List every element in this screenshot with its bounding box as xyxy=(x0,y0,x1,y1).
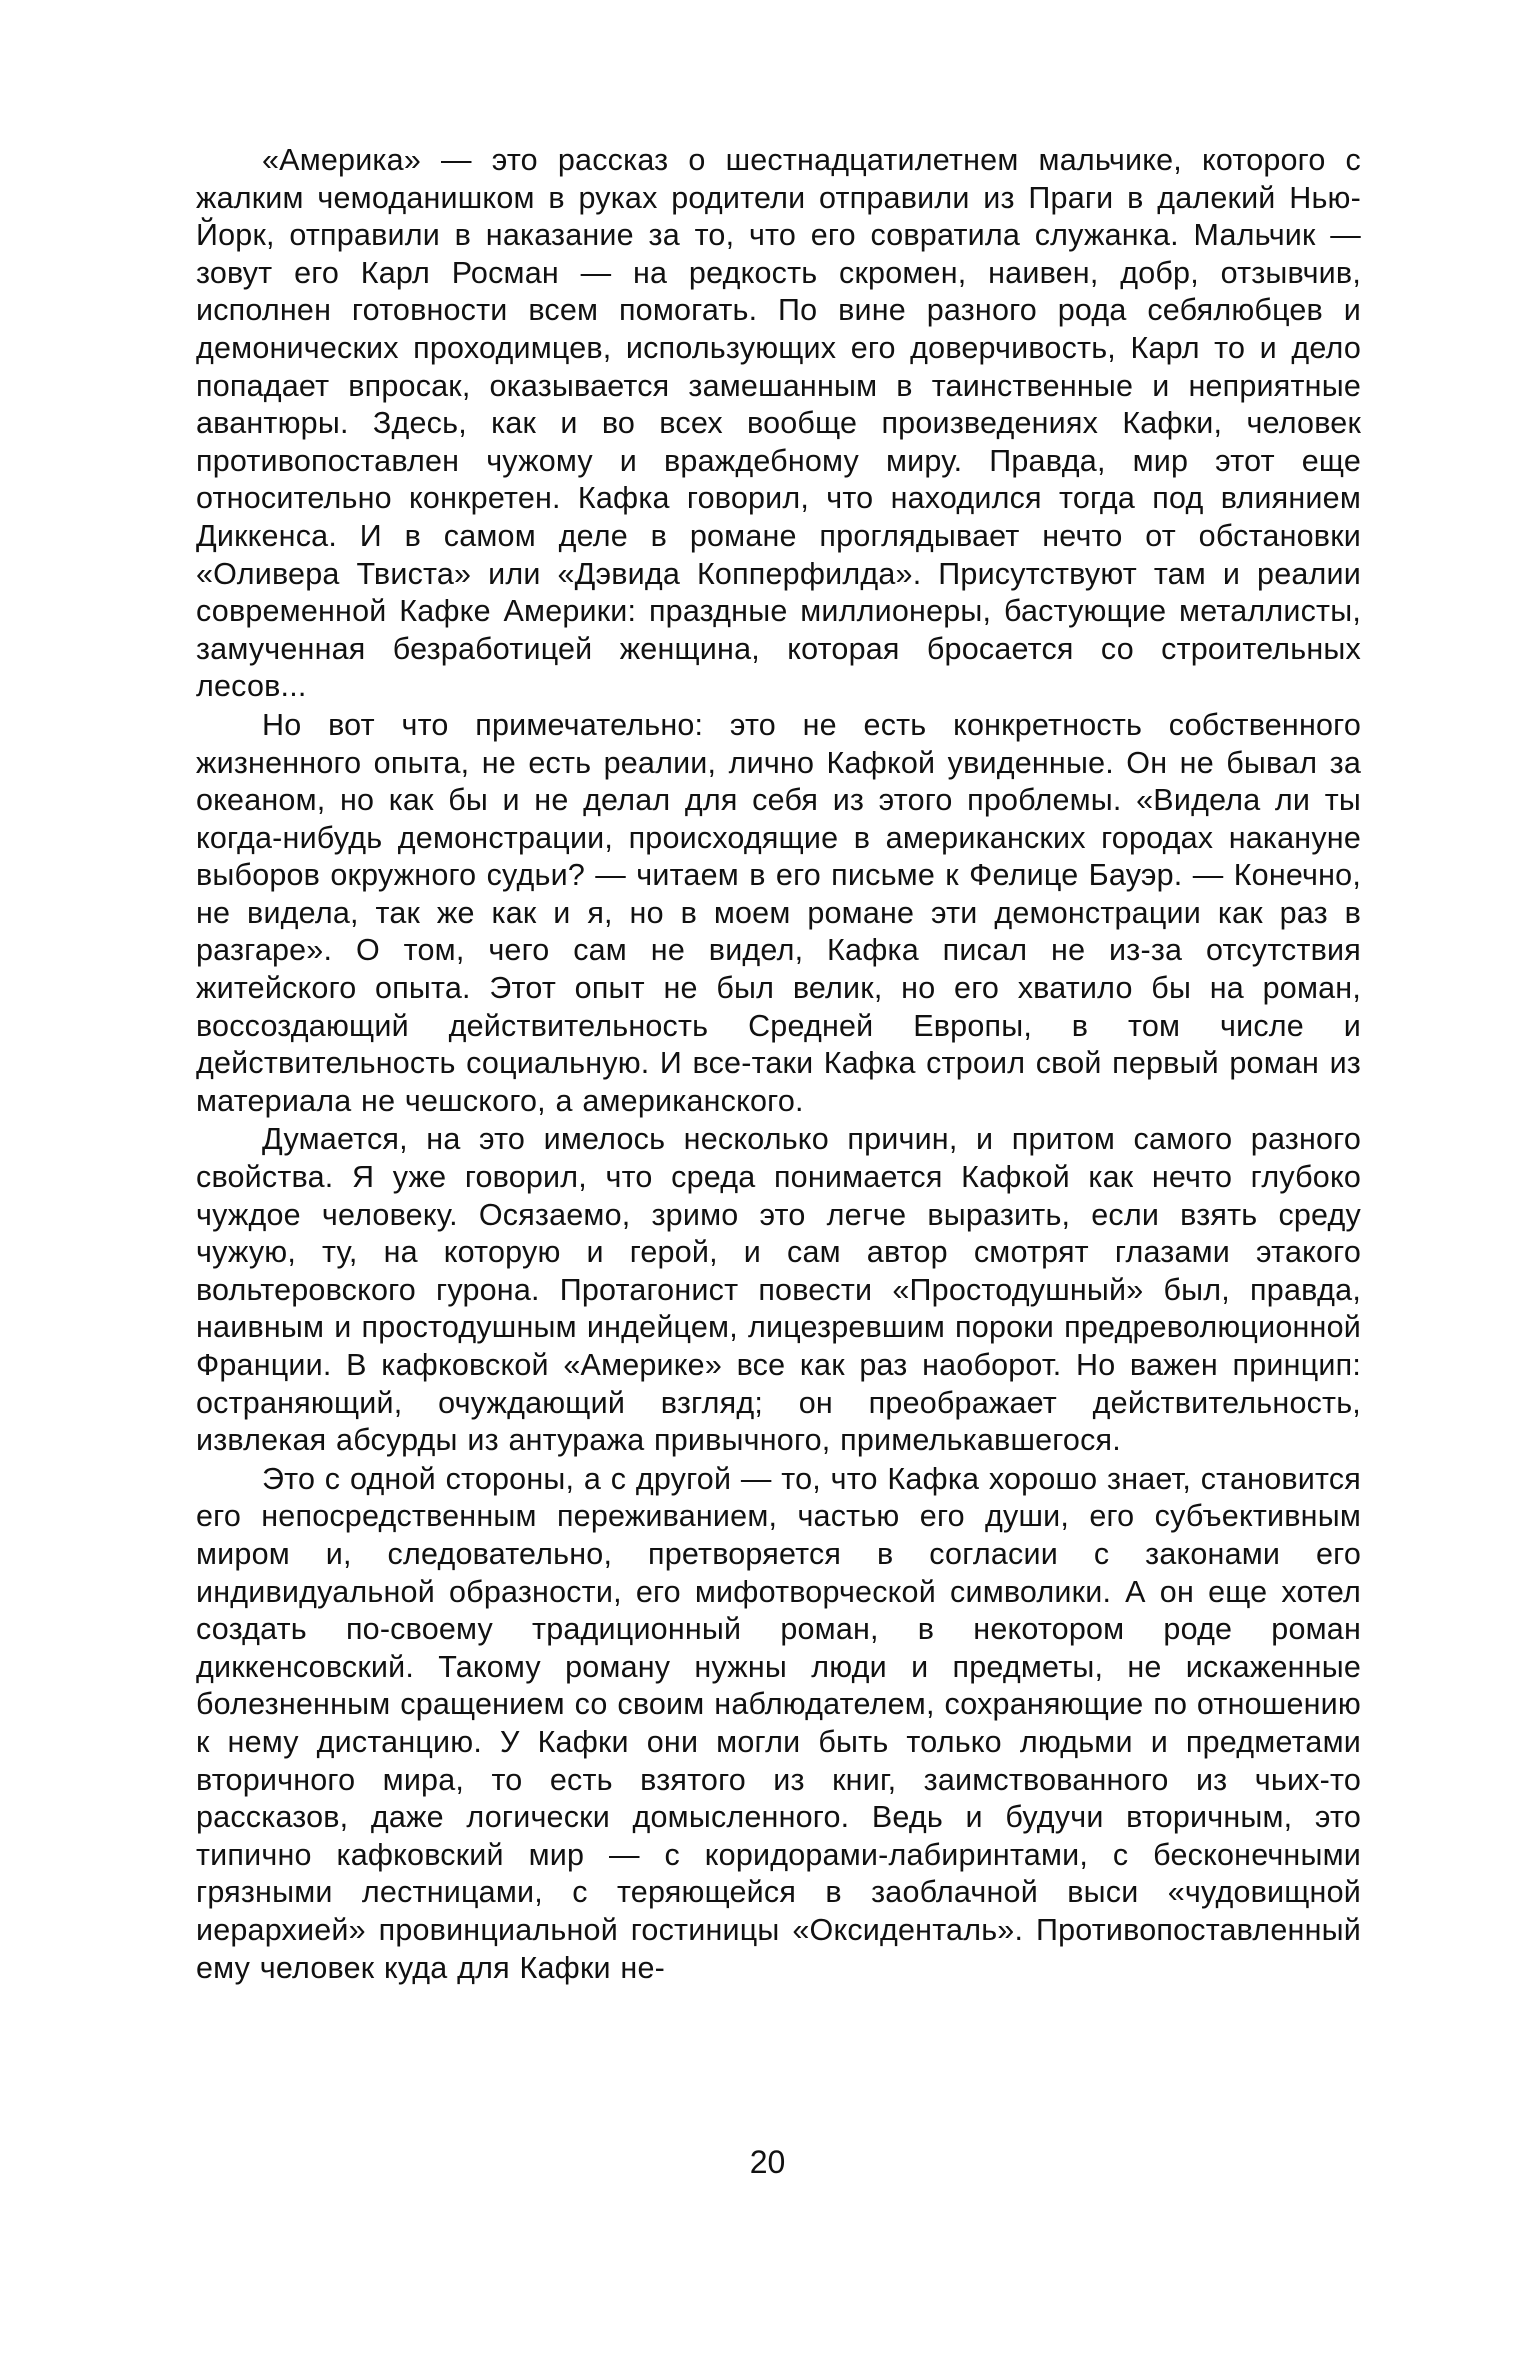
paragraph-america-intro: «Америка» — это рассказ о шестнадцатилетнем мальчике, которого с жалким чемоданишком в руках родители отправили из Праги в далекий Нью-Йорк, отправили в наказание за то, что его совратила служанка. Мальчик — зовут его Карл Росман — на редкость скромен, наивен, добр, отзывчив, исполнен готовности всем помогать. По вине разного рода себялюбцев и демонических проходимцев, использующих его доверчивость, Карл то и дело попадает впросак, оказывается замешанным в таинственные и неприятные авантюры. Здесь, как и во всех вообще произведениях Кафки, человек противопоставлен чужому и враждебному миру. Правда, мир этот еще относительно конкретен. Кафка говорил, что находился тогда под влиянием Диккенса. И в самом деле в романе проглядывает нечто от обстановки «Оливера Твиста» или «Дэвида Копперфилда». Присутствуют там и реалии современной Кафке Америки: праздные миллионеры, бастующие металлисты, замученная безработицей женщина, которая бросается со строительных лесов... xyxy=(196,143,1361,704)
paragraph-other-side: Это с одной стороны, а с другой — то, что Кафка хорошо знает, становится его непосредственным переживанием, частью его души, его субъективным миром и, следовательно, претворяется в согласии с законами его индивидуальной образности, его мифотворческой символики. А он еще хотел создать по-своему традиционный роман, в некотором роде роман диккенсовский. Такому роману нужны люди и предметы, не искаженные болезненным сращением со своим наблюдателем, сохраняющие по отношению к нему дистанцию. У Кафки они могли быть только людьми и предметами вторичного мира, то есть взятого из книг, заимствованного из чьих-то рассказов, даже логически домысленного. Ведь и будучи вторичным, это типично кафковский мир — с коридорами-лабиринтами, с бесконечными грязными лестницами, с теряющейся в заоблачной выси «чудовищной иерархией» провинциальной гостиницы «Оксиденталь». Противопоставленный ему человек куда для Кафки не- xyxy=(196,1461,1361,1985)
page-number: 20 xyxy=(749,2144,786,2180)
paragraph-concreteness: Но вот что примечательно: это не есть конкретность собственного жизненного опыта, не есть реалии, лично Кафкой увиденные. Он не бывал за океаном, но как бы и не делал для себя из этого проблемы. «Видела ли ты когда-нибудь демонстрации, происходящие в американских городах накануне выборов окружного судьи? — читаем в его письме к Фелице Бауэр. — Конечно, не видела, так же как и я, но в моем романе эти демонстрации как раз в разгаре». О том, чего сам не видел, Кафка писал не из-за отсутствия житейского опыта. Этот опыт не был велик, но его хватило бы на роман, воссоздающий действительность Средней Европы, в том числе и действительность социальную. И все-таки Кафка строил свой первый роман из материала не чешского, а американского. xyxy=(196,707,1361,1118)
paragraph-reasons: Думается, на это имелось несколько причин, и притом самого разного свойства. Я уже говорил, что среда понимается Кафкой как нечто глубоко чуждое человеку. Осязаемо, зримо это легче выразить, если взять среду чужую, ту, на которую и герой, и сам автор смотрят глазами этакого вольтеровского гурона. Протагонист повести «Простодушный» был, правда, наивным и простодушным индейцем, лицезревшим пороки предреволюционной Франции. В кафковской «Америке» все как раз наоборот. Но важен принцип: остраняющий, очуждающий взгляд; он преображает действительность, извлекая абсурды из антуража привычного, примелькавшегося. xyxy=(196,1122,1361,1458)
body-text xyxy=(196,142,1361,1987)
